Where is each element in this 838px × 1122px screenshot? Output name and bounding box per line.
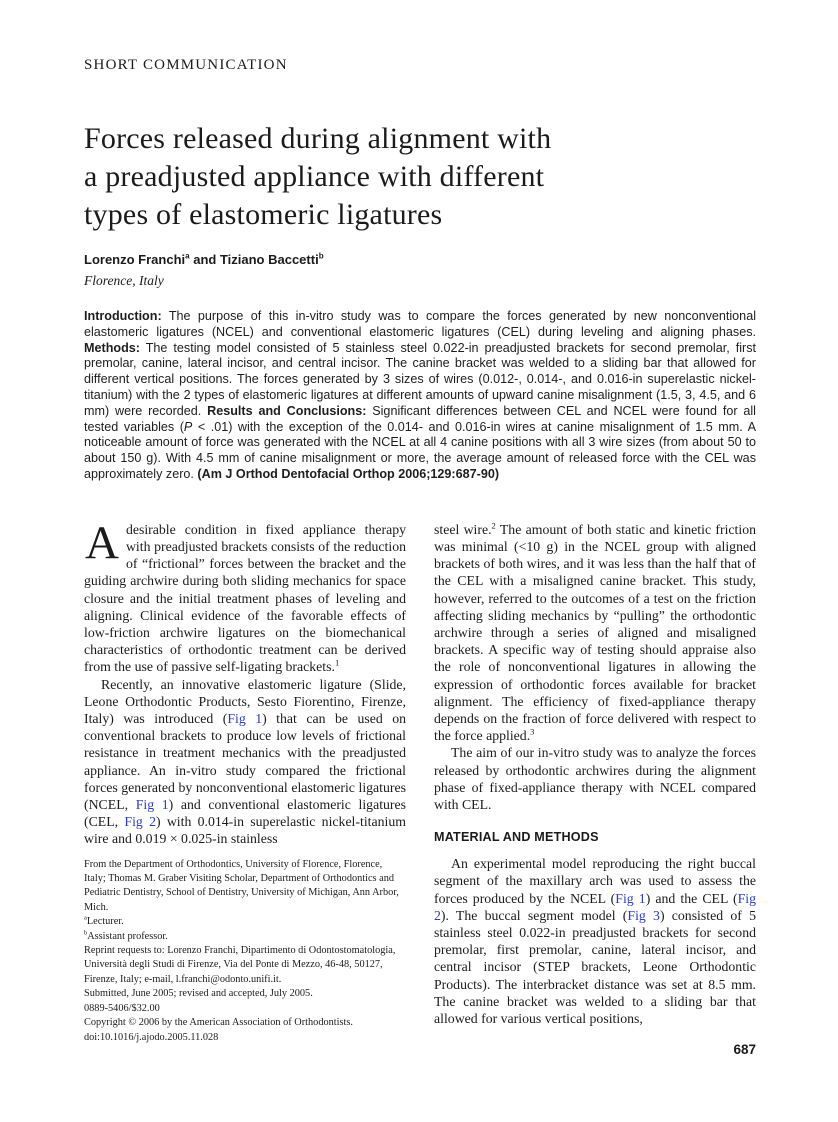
drop-cap: A [85,516,119,569]
text-run: ) that can be used on conventional brackets to produce low levels of frictional resistance in treatment mechanics with the preadjusted appliance. An in-vitro study compared the frictional forces generated by nonconventional elastomeric ligatures (NCEL, [84,711,406,813]
footnote-submitted [84,987,406,1001]
fig1-link[interactable]: Fig 1 [615,890,646,906]
footnote-affiliations [84,858,406,916]
text-run: 0889-5406/$32.00 [84,1002,160,1014]
author-affiliation-mark-a: a [185,251,190,261]
paragraph [434,744,756,813]
text-run: steel wire. [434,521,492,537]
text-run: ). The buccal segment model ( [440,907,628,923]
fig1-link[interactable]: Fig 1 [135,797,169,813]
text-run: a [84,914,87,922]
fig1-link[interactable]: Fig 1 [227,711,263,726]
text-run: ) with 0.014-in superelastic nickel-titanium wire and 0.019 × 0.025-in stainless [84,814,406,847]
reference-2: 2 [491,520,496,531]
text-run: Lecturer. [86,916,124,928]
abstract-label-methods: Methods: [84,340,140,355]
right-column [434,521,756,1027]
footnote-issn-price [84,1002,406,1016]
text-run: Reprint requests to: Lorenzo Franchi, Dipartimento di Odontostomatologia, Università degli Studi di Firenze, Via del Ponte di Mezzo, 46-48, 50127, Firenze, Italy; e-mail, l.franchi@odonto.unifi.it. [84,945,396,985]
abstract [84,309,756,483]
fig2-link[interactable]: Fig 2 [124,814,156,830]
section-heading-material-and-methods: MATERIAL AND METHODS [434,830,599,845]
text-run: ) and conventional elastomeric ligatures (CEL, [84,797,407,830]
article-title [84,120,756,234]
article-title-line: Forces released during alignment with [84,122,552,155]
text-run: ) consisted of 5 stainless steel 0.022-in preadjusted brackets for second premolar, first premolar, canine, lateral incisor, and central incisor (STEP brackets, Leone Orthodontic Products). The interbracket distance was set at 8.5 mm. The canine bracket was welded to a sliding bar that allowed for various vertical positions, [434,907,756,1027]
footnote-doi [84,1031,406,1045]
text-run: The amount of both static and kinetic friction was minimal (<10 g) in the NCEL group with aligned brackets of both wires, and it was less than the half that of the CEL with a misaligned canine bracket. This study, however, referred to the outcomes of a test on the friction affecting sliding mechanics by “pulling” the orthodontic archwire through a series of aligned and misaligned brackets. A specific way of testing should appraise also the role of nonconventional ligatures in allowing the expression of orthodontic forces available for bracket alignment. The efficiency of fixed-appliance therapy depends on the fraction of force delivered with respect to the force applied. [434,521,756,744]
text-run: Lorenzo Franchi [84,252,186,267]
text-run: Copyright © 2006 by the American Association of Orthodontists. [84,1017,353,1029]
abstract-citation: (Am J Orthod Dentofacial Orthop 2006;129:687-90) [197,466,500,481]
abstract-label-results: Results and Conclusions: [207,403,367,418]
fig3-link[interactable]: Fig 3 [627,907,660,923]
text-run: Assistant professor. [87,930,168,942]
section-label: SHORT COMMUNICATION [84,57,288,73]
text-run: The aim of our in-vitro study was to analyze the forces released by orthodontic archwires during the alignment phase of fixed-appliance therapy with NCEL compared with CEL. [434,745,756,813]
text-run: doi:10.1016/j.ajodo.2005.11.028 [84,1031,219,1043]
reference-3: 3 [530,726,535,737]
text-run: P [183,419,193,434]
author-affiliation-mark-b: b [318,251,324,261]
footnote-reprint-requests [84,944,406,987]
reference-1: 1 [334,657,340,668]
author-byline [84,252,756,267]
paragraph [434,855,756,1027]
footnote-assistant-professor [84,930,406,944]
page-number: 687 [733,1042,756,1057]
footnote-lecturer [84,915,406,929]
text-run: The purpose of this in-vitro study was to compare the forces generated by new nonconventional elastomeric ligatures (NCEL) and conventional elastomeric ligatures (CEL) during leveling and aligning phases. [84,309,756,339]
text-run: ) and the CEL ( [645,890,738,906]
abstract-label-introduction: Introduction: [84,309,162,323]
text-run: < .01) with the exception of the 0.014- and 0.016-in wires at canine misalignment of 1.5 mm. A noticeable amount of force was generated with the NCEL at all 4 canine positions with all 3 wire sizes (from about 50 to about 150 g). With 4.5 mm of canine misalignment or more, the average amount of released force with the CEL was approximately zero. [84,419,756,481]
text-run: From the Department of Orthodontics, University of Florence, Florence, Italy; Thomas M. Graber Visiting Scholar, Department of Orthodontics and Pediatric Dentistry, School of Dentistry, University of Michigan, Ann Arbor, Mich. [84,858,399,913]
footnotes [84,858,406,1045]
left-column [84,516,407,1045]
text-run: desirable condition in fixed appliance therapy with preadjusted brackets consists of the reduction of “frictional” forces between the bracket and the guiding archwire during both sliding mechanics for space closure and the initial treatment phases of leveling and aligning. Clinical evidence of the favorable effects of low-friction archwire ligatures on the biomechanical characteristics of orthodontic treatment can be derived from the use of passive self-ligating brackets. [84,521,406,675]
paragraph [434,521,756,745]
paragraph-intro [84,516,406,676]
article-title-line: types of elastomeric ligatures [84,198,443,231]
affiliation: Florence, Italy [84,273,164,288]
paragraph-text [84,516,406,675]
text-run: Significant differences between CEL and NCEL were found for all tested variables ( [84,403,756,434]
footnote-copyright [84,1016,406,1030]
text-run: The testing model consisted of 5 stainless steel 0.022-in preadjusted brackets for second premolar, first premolar, canine, lateral incisor, and central incisor. The canine bracket was welded to a sliding bar that allowed for different vertical positions. The forces generated by 3 sizes of wires (0.012-, 0.014-, and 0.016-in superelastic nickel-titanium) with the 2 types of elastomeric ligatures at different amounts of upward canine misalignment (1.5, 3, 4.5, and 6 mm) were recorded. [84,340,756,418]
text-run: Recently, an innovative elastomeric ligature (Slide, Leone Orthodontic Products, Sesto Fiorentino, Firenze, Italy) was introduced ( [84,676,406,726]
article-title-line: a preadjusted appliance with different [84,160,545,193]
text-run: Submitted, June 2005; revised and accepted, July 2005. [84,988,313,1000]
text-run: and Tiziano Baccetti [189,252,319,267]
text-run: An experimental model reproducing the right buccal segment of the maxillary arch was used to assess the forces produced by the NCEL ( [434,856,756,906]
paragraph [84,676,406,848]
body-columns [84,516,756,1045]
fig2-link[interactable]: Fig 2 [434,890,756,923]
text-run: b [84,929,88,937]
